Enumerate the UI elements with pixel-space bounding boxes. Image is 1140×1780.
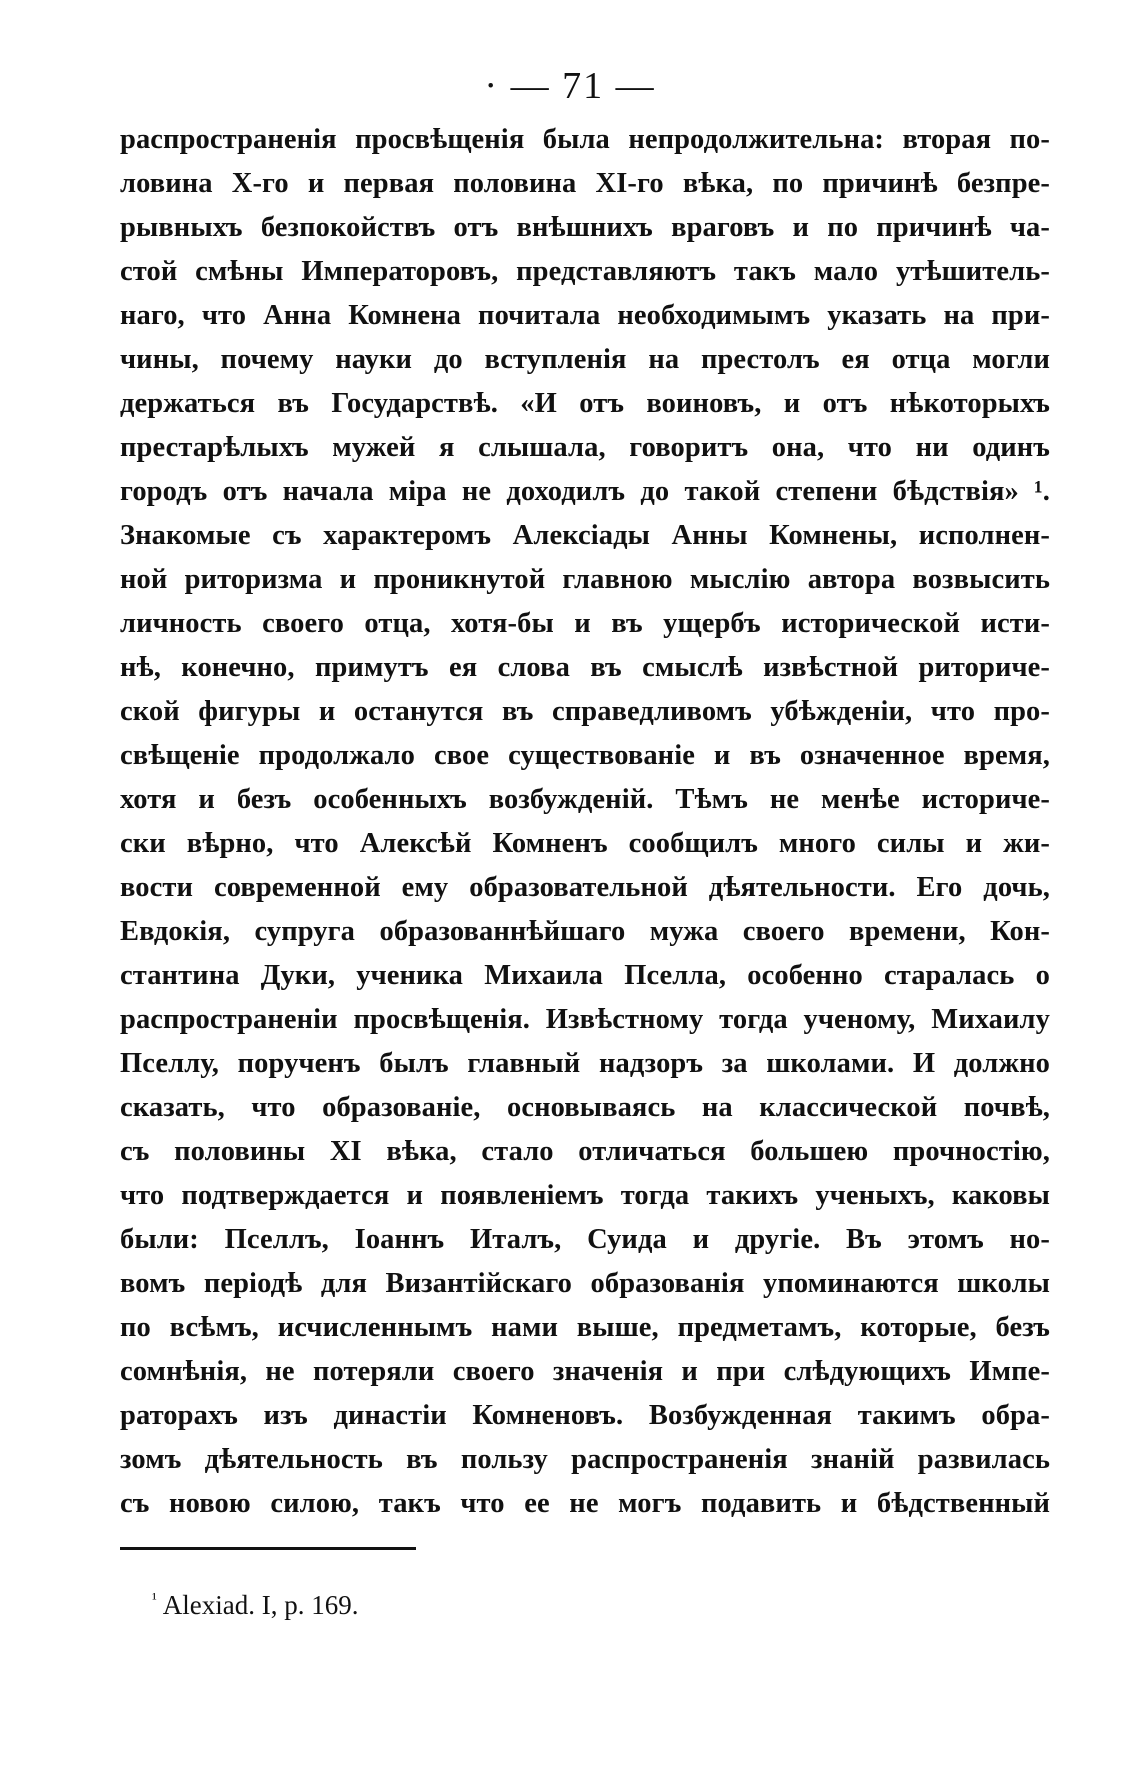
text-line: съ новою силою, такъ что ее не могъ подавить и бѣдственный: [120, 1488, 1050, 1519]
text-line: зомъ дѣятельность въ пользу распространенія знаній развилась: [120, 1444, 1050, 1475]
text-line: ловина X-го и первая половина XI-го вѣка, по причинѣ безпре-: [120, 168, 1050, 199]
text-line: распространеніи просвѣщенія. Извѣстному тогда ученому, Михаилу: [120, 1004, 1050, 1035]
text-line: нѣ, конечно, примутъ ея слова въ смыслѣ извѣстной риториче-: [120, 652, 1050, 683]
footnote-marker: ¹: [152, 1591, 157, 1608]
body-text: [120, 118, 1050, 1526]
text-line: раторахъ изъ династіи Комненовъ. Возбужденная такимъ обра-: [120, 1400, 1050, 1431]
text-line: личность своего отца, хотя-бы и въ ущербъ исторической исти-: [120, 608, 1050, 639]
text-line: ной риторизма и проникнутой главною мыслію автора возвысить: [120, 564, 1050, 595]
text-line: Евдокія, супруга образованнѣйшаго мужа своего времени, Кон-: [120, 916, 1050, 947]
text-line: рывныхъ безпокойствъ отъ внѣшнихъ враговъ и по причинѣ ча-: [120, 212, 1050, 243]
text-line: держаться въ Государствѣ. «И отъ воиновъ, и отъ нѣкоторыхъ: [120, 388, 1050, 419]
text-line: стантина Дуки, ученика Михаила Пселла, особенно старалась о: [120, 960, 1050, 991]
text-line: Знакомые съ характеромъ Алексіады Анны Комнены, исполнен-: [120, 520, 1050, 551]
text-line: наго, что Анна Комнена почитала необходимымъ указать на при-: [120, 300, 1050, 331]
text-line: свѣщеніе продолжало свое существованіе и въ означенное время,: [120, 740, 1050, 771]
page-number: · — 71 —: [484, 65, 656, 107]
text-line: вости современной ему образовательной дѣятельности. Его дочь,: [120, 872, 1050, 903]
text-line: городъ отъ начала міра не доходилъ до такой степени бѣдствія» ¹.: [120, 476, 1050, 507]
text-line: вомъ періодѣ для Византійскаго образованія упоминаются школы: [120, 1268, 1050, 1299]
text-line: стой смѣны Императоровъ, представляютъ такъ мало утѣшитель-: [120, 256, 1050, 287]
footnote-divider: [120, 1547, 416, 1550]
text-line: престарѣлыхъ мужей я слышала, говоритъ она, что ни одинъ: [120, 432, 1050, 463]
text-line: распространенія просвѣщенія была непродолжительна: вторая по-: [120, 124, 1050, 155]
text-line: что подтверждается и появленіемъ тогда такихъ ученыхъ, каковы: [120, 1180, 1050, 1211]
text-line: сказать, что образованіе, основываясь на классической почвѣ,: [120, 1092, 1050, 1123]
footnote-text: Alexiad. I, p. 169.: [162, 1590, 359, 1620]
text-line: ски вѣрно, что Алексѣй Комненъ сообщилъ много силы и жи-: [120, 828, 1050, 859]
text-line: съ половины XI вѣка, стало отличаться большею прочностію,: [120, 1136, 1050, 1167]
footnote: [152, 1583, 359, 1622]
text-line: чины, почему науки до вступленія на престолъ ея отца могли: [120, 344, 1050, 375]
text-line: сомнѣнія, не потеряли своего значенія и при слѣдующихъ Импе-: [120, 1356, 1050, 1387]
text-line: были: Пселлъ, Іоаннъ Италъ, Суида и другіе. Въ этомъ но-: [120, 1224, 1050, 1255]
text-line: хотя и безъ особенныхъ возбужденій. Тѣмъ не менѣе историче-: [120, 784, 1050, 815]
text-line: ской фигуры и останутся въ справедливомъ убѣжденіи, что про-: [120, 696, 1050, 727]
text-line: по всѣмъ, исчисленнымъ нами выше, предметамъ, которые, безъ: [120, 1312, 1050, 1343]
text-line: Пселлу, порученъ былъ главный надзоръ за школами. И должно: [120, 1048, 1050, 1079]
